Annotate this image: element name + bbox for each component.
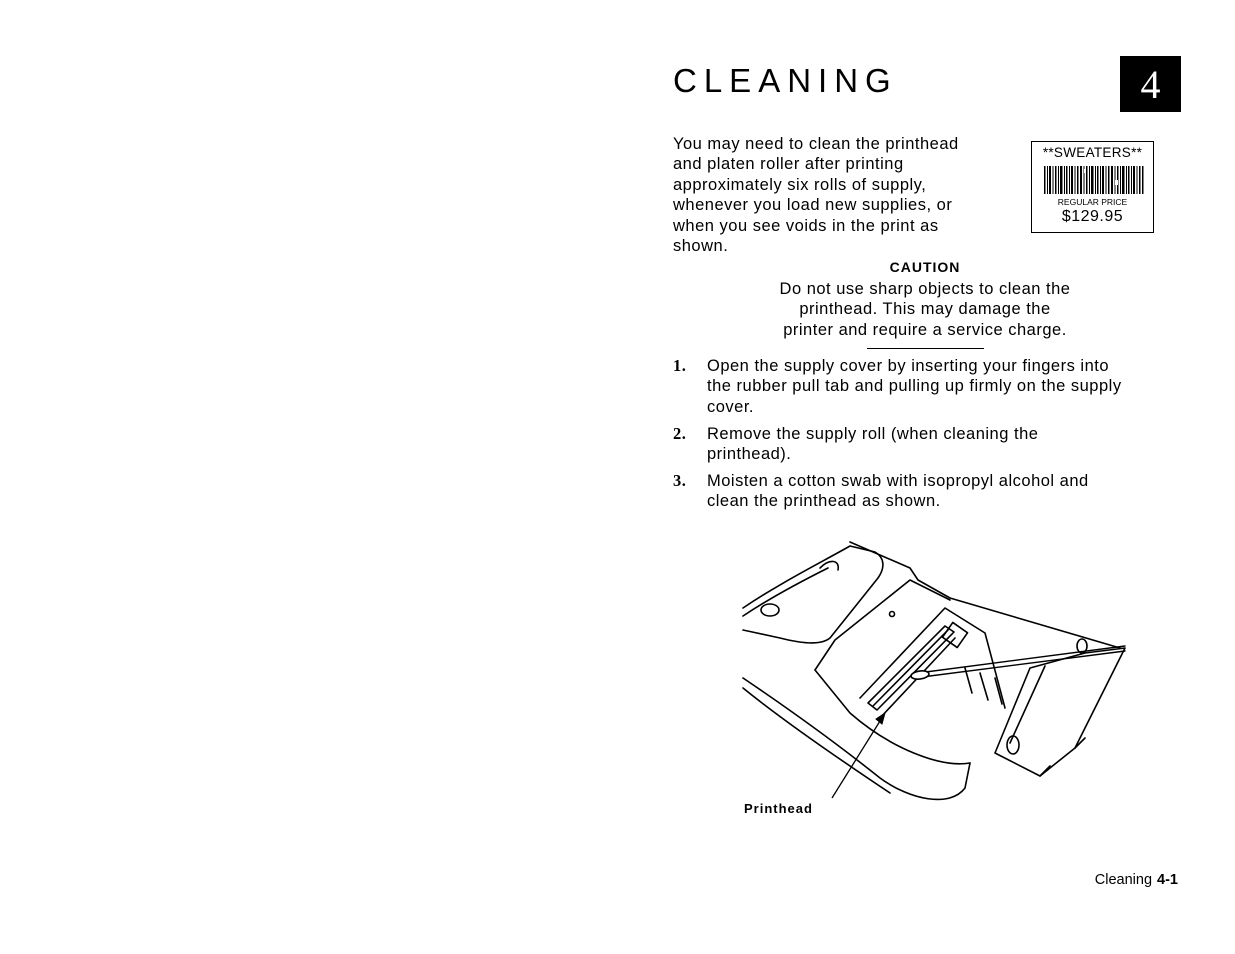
step-item <box>673 471 1183 512</box>
label-subtitle: REGULAR PRICE <box>1057 197 1128 207</box>
caution-line: Do not use sharp objects to clean the <box>779 280 1071 298</box>
caution-heading: CAUTION <box>889 259 961 275</box>
intro-line: whenever you load new supplies, or <box>673 196 953 215</box>
caution-line: printhead. This may damage the <box>799 300 1051 319</box>
step-line: Moisten a cotton swab with isopropyl alcohol and <box>707 472 1089 491</box>
intro-line: You may need to clean the printhead <box>673 135 959 153</box>
step-line: Open the supply cover by inserting your fingers into <box>707 357 1110 375</box>
caution-text <box>755 279 1095 340</box>
caution-line: printer and require a service charge. <box>783 320 1067 339</box>
caution-divider <box>867 348 984 349</box>
step-line: Remove the supply roll (when cleaning the <box>707 424 1039 443</box>
printer-cleaning-illustration <box>740 538 1130 813</box>
step-item <box>673 424 1183 465</box>
sample-price-label <box>1031 141 1154 233</box>
footer-page-number: 4-1 <box>1157 872 1178 888</box>
intro-paragraph <box>673 134 1018 256</box>
intro-line: shown. <box>673 237 729 256</box>
steps-list <box>673 356 1183 518</box>
intro-line: when you see voids in the print as <box>673 216 939 235</box>
printhead-callout-label: Printhead <box>744 801 813 816</box>
chapter-number-badge: 4 <box>1120 56 1181 112</box>
step-number: 2. <box>673 423 687 443</box>
intro-line: and platen roller after printing <box>673 155 904 174</box>
step-line: clean the printhead as shown. <box>707 492 941 511</box>
label-title: **SWEATERS** <box>1042 145 1143 160</box>
intro-line: approximately six rolls of supply, <box>673 175 927 194</box>
step-item <box>673 356 1183 417</box>
step-line: printhead). <box>707 445 792 464</box>
footer-section: Cleaning <box>1094 872 1153 888</box>
label-price: $129.95 <box>1061 208 1124 225</box>
step-number: 3. <box>673 471 687 491</box>
step-line: the rubber pull tab and pulling up firmly on the supply <box>707 377 1122 396</box>
step-line: cover. <box>707 397 755 416</box>
page-footer <box>1095 872 1178 888</box>
page-title: CLEANING <box>673 62 898 99</box>
step-number: 1. <box>673 356 687 375</box>
barcode-image <box>1044 166 1144 194</box>
